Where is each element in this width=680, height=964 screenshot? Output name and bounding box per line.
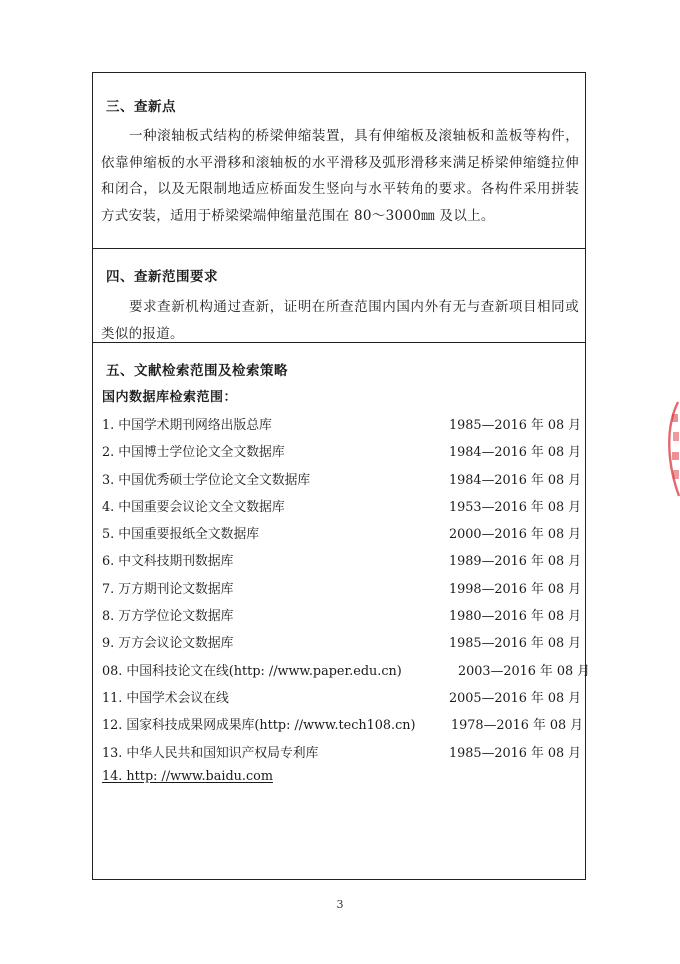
list-item: [102, 601, 582, 628]
section-4-paragraph: 要求查新机构通过查新，证明在所查范围内国内外有无与查新项目相同或类似的报道。: [101, 299, 579, 342]
database-name: 12. 国家科技成果网成果库(http: //www.tech108.cn): [102, 718, 416, 734]
database-date-range: 1998—2016 年 08 月: [449, 581, 582, 597]
list-item: [102, 410, 582, 437]
list-item: [102, 765, 582, 792]
database-name: 9. 万方会议论文数据库: [102, 636, 234, 652]
list-item: [102, 628, 582, 655]
database-name: 6. 中文科技期刊数据库: [102, 554, 234, 570]
database-name: 2. 中国博士学位论文全文数据库: [102, 445, 285, 461]
section-5-heading: 五、文献检索范围及检索策略: [106, 363, 288, 379]
database-name: 13. 中华人民共和国知识产权局专利库: [102, 745, 319, 761]
database-name: 8. 万方学位论文数据库: [102, 609, 234, 625]
list-item: [102, 519, 582, 546]
database-date-range: 1984—2016 年 08 月: [449, 445, 582, 461]
database-date-range: 1953—2016 年 08 月: [449, 499, 582, 515]
list-item: [102, 465, 582, 492]
database-date-range: 1985—2016 年 08 月: [449, 418, 582, 433]
database-name: 11. 中国学术会议在线: [102, 690, 229, 706]
document-table: [92, 72, 591, 880]
database-date-range: 1980—2016 年 08 月: [449, 609, 582, 625]
database-date-range: 2005—2016 年 08 月: [449, 690, 582, 706]
baidu-link[interactable]: 14. http: //www.baidu.com: [102, 768, 273, 784]
list-item: [102, 574, 582, 601]
database-list: [102, 410, 591, 792]
database-date-range: 1984—2016 年 08 月: [449, 472, 582, 488]
database-name: 1. 中国学术期刊网络出版总库: [102, 418, 272, 433]
page-number: 3: [336, 898, 344, 911]
database-name: 4. 中国重要会议论文全文数据库: [102, 499, 285, 515]
section-4-heading: 四、查新范围要求: [106, 269, 218, 285]
seal-stamp-fragment: [664, 398, 680, 498]
database-date-range: 1978—2016 年 08 月: [451, 718, 584, 734]
database-date-range: 2003—2016 年 08 月: [458, 663, 591, 679]
database-name: 08. 中国科技论文在线(http: //www.paper.edu.cn): [102, 663, 402, 679]
section-novelty-points: [93, 73, 585, 249]
list-item: [102, 710, 582, 737]
database-name: 3. 中国优秀硕士学位论文全文数据库: [102, 472, 311, 488]
database-date-range: 2000—2016 年 08 月: [449, 527, 582, 543]
section-literature-search: [93, 343, 591, 879]
section-3-heading: 三、查新点: [106, 99, 176, 115]
list-item: [102, 656, 591, 683]
list-item: [102, 546, 582, 573]
section-search-scope-requirement: [93, 249, 585, 343]
database-date-range: 1989—2016 年 08 月: [449, 554, 582, 570]
domestic-database-subheading: 国内数据库检索范围：: [102, 390, 238, 405]
database-name: 5. 中国重要报纸全文数据库: [102, 527, 260, 543]
database-name: 7. 万方期刊论文数据库: [102, 581, 234, 597]
list-item: [102, 683, 582, 710]
list-item: [102, 492, 582, 519]
database-date-range: 1985—2016 年 08 月: [449, 745, 582, 761]
section-3-paragraph: 一种滚轴板式结构的桥梁伸缩装置，具有伸缩板及滚轴板和盖板等构件，依靠伸缩板的水平滑移和滚轴板的水平滑移及弧形滑移来满足桥梁伸缩缝拉伸和闭合，以及无限制地适应桥面发生竖向与水平转角的要求。各构件采用拼装方式安装，适用于桥梁梁端伸缩量范围在 80～3000㎜ 及以上。: [101, 128, 579, 224]
list-item: [102, 738, 582, 765]
database-date-range: 1985—2016 年 08 月: [449, 636, 582, 652]
list-item: [102, 437, 582, 464]
